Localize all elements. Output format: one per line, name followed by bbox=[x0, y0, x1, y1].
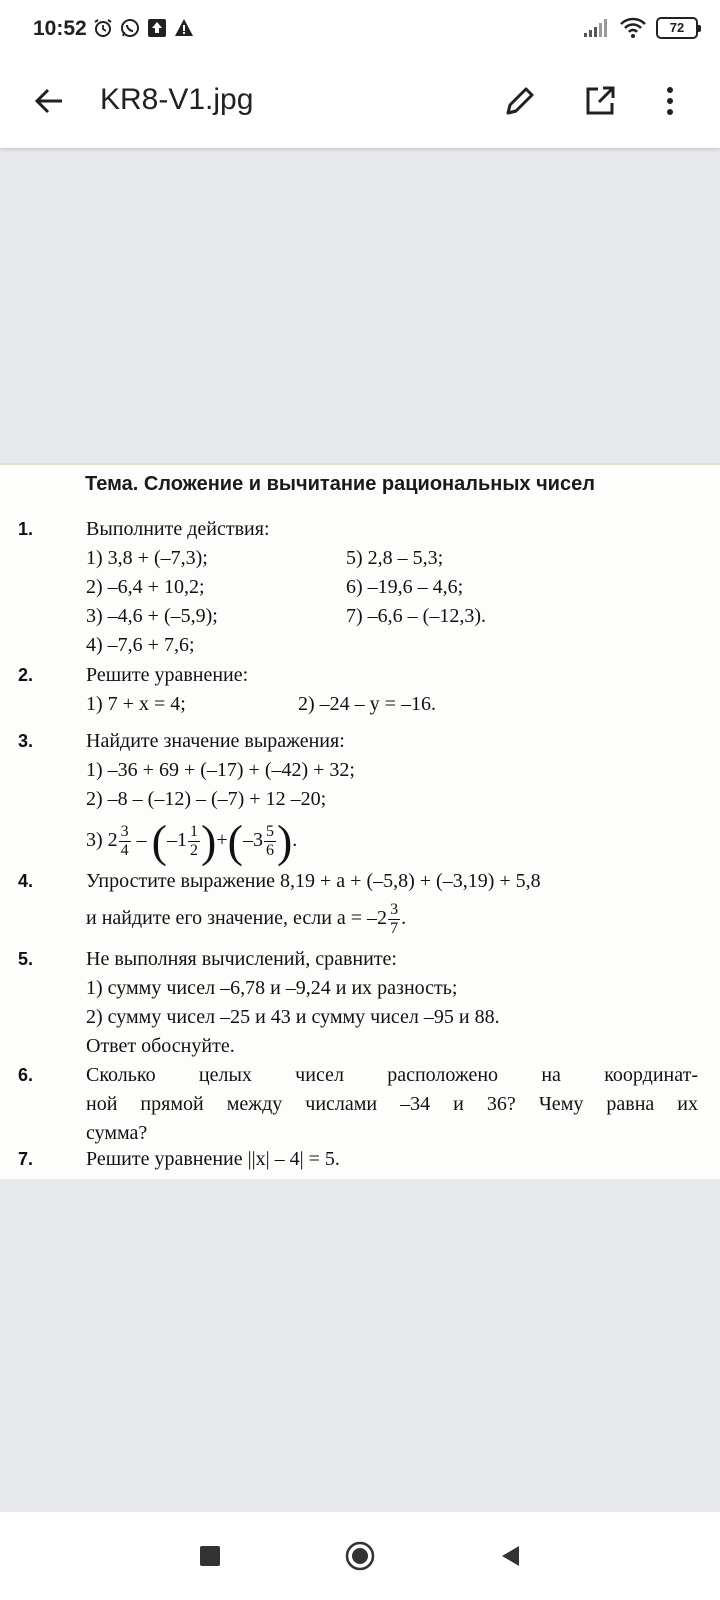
task-body bbox=[86, 1145, 698, 1174]
file-title: KR8-V1.jpg bbox=[100, 83, 254, 116]
task-item: 2) сумму чисел –25 и 43 и сумму чисел –95 и 88. bbox=[86, 1006, 500, 1028]
task-item: 6) –19,6 – 4,6; bbox=[346, 576, 464, 598]
upload-icon bbox=[147, 18, 167, 38]
task-body bbox=[86, 945, 698, 1061]
fraction: $\frac{5}{6}$ bbox=[265, 822, 274, 859]
task-item: 3) –4,6 + (–5,9); bbox=[86, 605, 218, 627]
document-image bbox=[0, 463, 720, 1179]
status-time: 10:52 bbox=[33, 17, 87, 40]
task-text: сумма? bbox=[86, 1122, 148, 1144]
back-button[interactable] bbox=[24, 76, 74, 126]
task-item: 2) –8 – (–12) – (–7) + 12 –20; bbox=[86, 788, 327, 810]
task-prompt: Выполните действия: bbox=[86, 518, 270, 540]
task-number: 5. bbox=[18, 949, 34, 969]
task-number: 2. bbox=[18, 665, 34, 685]
task-item: 1) 7 + x = 4; bbox=[86, 693, 186, 715]
task-text: Решите уравнение ||x| – 4| = 5. bbox=[86, 1148, 340, 1170]
home-circle-icon bbox=[345, 1541, 375, 1571]
task-item: 1) 3,8 + (–7,3); bbox=[86, 547, 208, 569]
open-with-button[interactable] bbox=[575, 76, 625, 126]
task-number: 6. bbox=[18, 1065, 34, 1085]
task-item: 4) –7,6 + 7,6; bbox=[86, 634, 195, 656]
back-arrow-icon bbox=[34, 88, 64, 114]
task-number: 4. bbox=[18, 871, 34, 891]
task-note: Ответ обоснуйте. bbox=[86, 1035, 235, 1057]
system-back-button[interactable] bbox=[486, 1532, 534, 1580]
alarm-icon bbox=[93, 18, 113, 38]
task-body bbox=[86, 1061, 698, 1148]
warning-icon bbox=[174, 18, 194, 38]
app-bar bbox=[0, 56, 720, 148]
task-text: Сколько целых чисел расположено на координат- bbox=[86, 1064, 698, 1086]
task-prompt: Решите уравнение: bbox=[86, 664, 249, 686]
task-text: Упростите выражение 8,19 + a + (–5,8) + (–3,19) + 5,8 bbox=[86, 870, 541, 892]
task-text: ной прямой между числами –34 и 36? Чему равна их bbox=[86, 1093, 698, 1115]
whatsapp-icon bbox=[120, 18, 140, 38]
more-options-button[interactable] bbox=[645, 76, 695, 126]
home-button[interactable] bbox=[336, 1532, 384, 1580]
image-viewer[interactable] bbox=[0, 148, 720, 1512]
back-triangle-icon bbox=[499, 1544, 521, 1568]
task-prompt: Найдите значение выражения: bbox=[86, 730, 345, 752]
task-body bbox=[86, 867, 698, 940]
pencil-icon bbox=[504, 85, 536, 117]
task-item: 7) –6,6 – (–12,3). bbox=[346, 605, 486, 627]
fraction: $\frac{1}{2}$ bbox=[190, 822, 198, 859]
task-body bbox=[86, 727, 698, 866]
task-prompt: Не выполняя вычислений, сравните: bbox=[86, 948, 397, 970]
task-number: 7. bbox=[18, 1149, 34, 1169]
system-nav-bar bbox=[0, 1512, 720, 1600]
task-items bbox=[86, 544, 698, 660]
task-item: 2) –6,4 + 10,2; bbox=[86, 576, 205, 598]
task-body bbox=[86, 515, 698, 660]
task-number: 1. bbox=[18, 519, 34, 539]
recents-button[interactable] bbox=[186, 1532, 234, 1580]
task-item: 1) сумму чисел –6,78 и –9,24 и их разность; bbox=[86, 977, 458, 999]
more-vert-icon bbox=[665, 86, 675, 116]
open-external-icon bbox=[584, 85, 616, 117]
fraction: $\frac{3}{7}$ bbox=[390, 900, 399, 937]
task-number: 3. bbox=[18, 731, 34, 751]
recents-square-icon bbox=[199, 1545, 221, 1567]
task-item: 2) –24 – y = –16. bbox=[298, 693, 436, 715]
task-item: 1) –36 + 69 + (–17) + (–42) + 32; bbox=[86, 759, 355, 781]
notification-icons bbox=[93, 18, 194, 38]
signal-icon bbox=[584, 18, 610, 38]
task-item-fraction-expression: 3) 2 $\frac{3}{4}$ – (–1 $\frac{1}{2}$ )+(–3 $\frac{5}{6}$ ). bbox=[86, 815, 298, 867]
system-status bbox=[584, 17, 698, 39]
task-text: и найдите его значение, если a = –2 $\frac{3}{7}$ . bbox=[86, 900, 407, 937]
topic-heading: Тема. Сложение и вычитание рациональных чисел bbox=[85, 473, 595, 495]
status-bar bbox=[0, 0, 720, 56]
battery-indicator: 72 bbox=[656, 17, 698, 39]
task-item: 5) 2,8 – 5,3; bbox=[346, 547, 444, 569]
edit-button[interactable] bbox=[495, 76, 545, 126]
wifi-icon bbox=[620, 17, 646, 39]
task-body bbox=[86, 661, 698, 719]
fraction: $\frac{3}{4}$ bbox=[120, 822, 129, 859]
